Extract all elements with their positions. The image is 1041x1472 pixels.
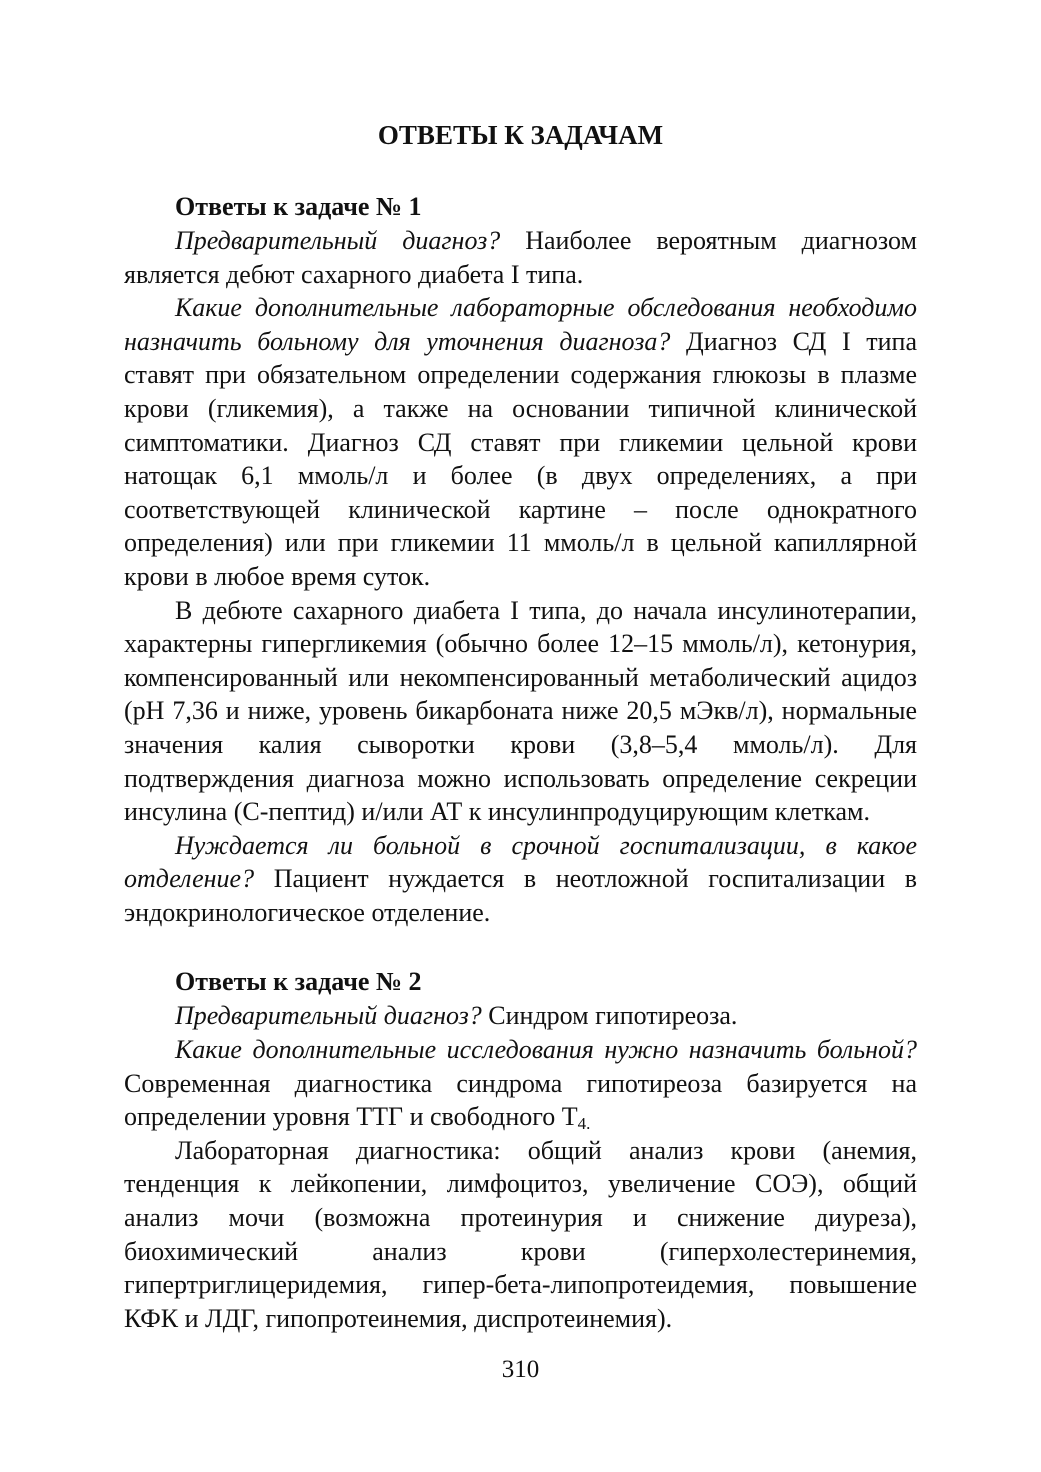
subscript-text: 4.: [577, 1114, 591, 1134]
page-content: [124, 118, 917, 1335]
question-text: Какие дополнительные исследования нужно назначить больной?: [175, 1035, 917, 1065]
answer-section-2: [124, 965, 917, 1335]
answer1-paragraph-3: [124, 594, 917, 829]
answer1-paragraph-4: [124, 829, 917, 930]
question-text: Какие дополнительные лабораторные обследования необходимо назначить больному для уточнения диагноза?: [124, 293, 917, 356]
answer1-paragraph-1: [124, 224, 917, 291]
answer-text: Пациент нуждается в неотложной госпитализации в эндокринологическое отделение.: [124, 864, 917, 927]
page-number: 310: [501, 1356, 540, 1383]
answer-section-1: [124, 190, 917, 929]
answer-text: В дебюте сахарного диабета I типа, до начала инсулинотерапии, характерны гипергликемия (обычно более 12–15 ммоль/л), кетонурия, компенсированный или некомпенсированный метаболический ацидоз (рН 7,36 и ниже, уровень бикарбоната ниже 20,5 мЭкв/л), нормальные значения калия сыворотки крови (3,8–5,4 ммоль/л). Для подтверждения диагноза можно использовать определение секреции инсулина (С-пептид) и/или АТ к инсулинпродуцирующим клеткам.: [124, 595, 917, 827]
answer2-paragraph-1: [124, 999, 917, 1033]
answer-text: Диагноз СД I типа ставят при обязательном определении содержания глюкозы в плазме крови (гликемия), а также на основании типичной клинической симптоматики. Диагноз СД ставят при гликемии цельной крови натощак 6,1 ммоль/л и более (в двух определениях, а при соответствующей клинической картине – после однократного определения) или при гликемии 11 ммоль/л в цельной капиллярной крови в любое время суток.: [124, 326, 917, 591]
question-text: Предварительный диагноз?: [175, 226, 501, 255]
answer-text: Лабораторная диагностика: общий анализ крови (анемия, тенденция к лейкопении, лимфоцитоз, увеличение СОЭ), общий анализ мочи (возможна протеинурия и снижение диуреза), биохимический анализ крови (гиперхолестеринемия, гипертриглицеридемия, гипер-бета-липопротеидемия, повышение КФК и ЛДГ, гипопротеинемия, диспротеинемия).: [124, 1135, 917, 1333]
answer2-paragraph-3: [124, 1134, 917, 1336]
page-title: ОТВЕТЫ К ЗАДАЧАМ: [377, 120, 664, 150]
question-text: Предварительный диагноз?: [175, 1001, 482, 1031]
answer-text: Современная диагностика синдрома гипотиреоза базируется на определении уровня ТТГ и свободного Т: [124, 1068, 917, 1132]
answer2-paragraph-2: [124, 1033, 917, 1134]
answer-text: Синдром гипотиреоза.: [481, 1001, 738, 1031]
answer-heading-1: Ответы к задаче № 1: [175, 192, 422, 221]
answer-text: Наиболее вероятным диагнозом является дебют сахарного диабета I типа.: [124, 226, 917, 289]
answer1-paragraph-2: [124, 291, 917, 593]
question-text: Нуждается ли больной в срочной госпитализации, в какое отделение?: [124, 830, 917, 894]
answer-heading-2: Ответы к задаче № 2: [175, 967, 422, 997]
